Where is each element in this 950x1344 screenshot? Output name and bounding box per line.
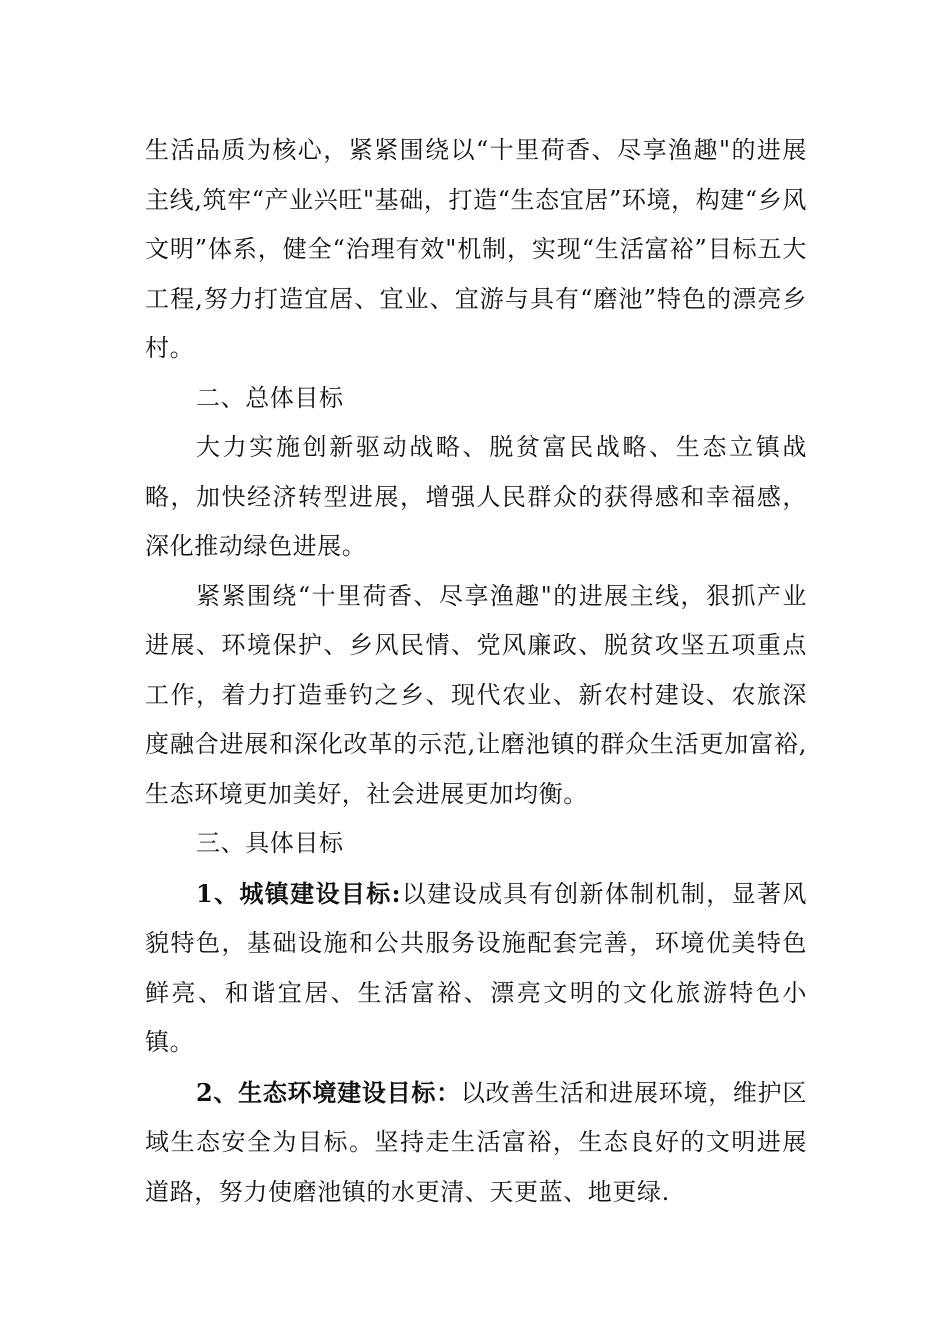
paragraph-ecological-goal xyxy=(145,1068,807,1218)
paragraph-town-construction-goal xyxy=(145,869,807,1068)
paragraph-overall-goals-2: 紧紧围绕“十里荷香、尽享渔趣"的进展主线，狠抓产业进展、环境保护、乡风民情、党风廉政、脱贫攻坚五项重点工作，着力打造垂钓之乡、现代农业、新农村建设、农旅深度融合进展和深化改革的示范,让磨池镇的群众生活更加富裕,生态环境更加美好，社会进展更加均衡。 xyxy=(145,581,807,808)
section-heading-overall-goals: 二、总体目标 xyxy=(196,383,344,412)
document-body xyxy=(145,126,807,1217)
paragraph-overall-goals-1: 大力实施创新驱动战略、脱贫富民战略、生态立镇战略，加快经济转型进展，增强人民群众的获得感和幸福感，深化推动绿色进展。 xyxy=(145,433,807,560)
section-heading-specific-goals: 三、具体目标 xyxy=(196,829,344,857)
text-town-construction-goal: 以建设成具有创新体制机制，显著风貌特色，基础设施和公共服务设施配套完善，环境优美特色鲜亮、和谐宜居、生活富裕、漂亮文明的文化旅游特色小镇。 xyxy=(145,879,807,1056)
label-ecological-goal: 2、生态环境建设目标： xyxy=(196,1077,461,1107)
paragraph-intro-continuation: 生活品质为核心，紧紧围绕以“十里荷香、尽享渔趣"的进展主线,筑牢“产业兴旺"基础，打造“生态宜居”环境，构建“乡风文明”体系，健全“治理有效"机制，实现“生活富裕”目标五大工程,努力打造宜居、宜业、宜游与具有“磨池”特色的漂亮乡村。 xyxy=(145,136,807,362)
label-town-construction-goal: 1、城镇建设目标: xyxy=(196,878,402,908)
text-ecological-goal: 以改善生活和进展环境，维护区域生态安全为目标。坚持走生活富裕，生态良好的文明进展道路，努力使磨池镇的水更清、天更蓝、地更绿. xyxy=(145,1078,807,1206)
